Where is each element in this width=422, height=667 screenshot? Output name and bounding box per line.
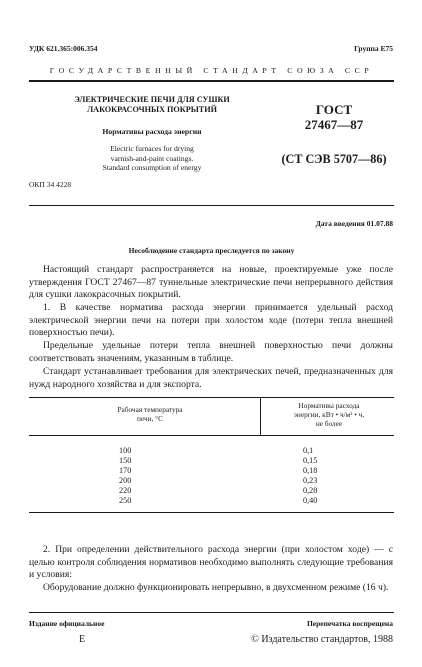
title-ru-line2: ЛАКОКРАСОЧНЫХ ПОКРЫТИЙ bbox=[87, 105, 217, 114]
table-cell-norm: 0,28 bbox=[303, 485, 318, 495]
intro-date: Дата введения 01.07.88 bbox=[315, 219, 393, 228]
title-ru-line1: ЭЛЕКТРИЧЕСКИЕ ПЕЧИ ДЛЯ СУШКИ bbox=[74, 95, 230, 104]
paragraph-actual-consumption: 2. При определении действительного расхода энергии (при холостом ходе) — с целью контроля соблюдения нормативов необходимо выполнять следующие требования и условия: bbox=[29, 544, 393, 580]
separator-rule bbox=[29, 205, 394, 206]
table-header-rule bbox=[29, 435, 394, 436]
paragraph-application: Стандарт устанавливает требования для электрических печей, предназначенных для нужд народного хозяйства и для экспорта. bbox=[29, 366, 393, 390]
table-header-norm bbox=[266, 401, 392, 428]
reprint-prohibited: Перепечатка воспрещена bbox=[306, 619, 393, 628]
table-header-temperature bbox=[60, 405, 240, 423]
footer-rule bbox=[29, 612, 394, 613]
table-cell-norm: 0,15 bbox=[303, 455, 318, 465]
table-cell-norm: 0,23 bbox=[303, 475, 318, 485]
table-header-divider bbox=[260, 397, 261, 435]
subtitle-ru: Нормативы расхода энергии bbox=[102, 127, 202, 136]
table-header-norm-line3: не более bbox=[315, 419, 343, 428]
table-cell-norm: 0,40 bbox=[303, 495, 318, 505]
table-top-rule bbox=[29, 397, 394, 398]
table-cell-temperature: 200 bbox=[119, 475, 132, 485]
table-header-temperature-line2: печи, °С bbox=[137, 414, 163, 423]
okp-code: ОКП 34 4228 bbox=[29, 180, 72, 189]
table-cell-norm: 0,1 bbox=[303, 446, 314, 455]
title-ru bbox=[52, 95, 252, 115]
table-cell-temperature: 170 bbox=[119, 465, 132, 475]
paragraph-operating-mode: Оборудование должно функционировать непрерывно, в двухсменном режиме (16 ч). bbox=[43, 582, 389, 593]
table-norm-column bbox=[303, 446, 317, 505]
table-cell-temperature: 100 bbox=[119, 446, 132, 455]
paragraph-scope: Настоящий стандарт распространяется на новые, проектируемые уже после утверждения ГОСТ 27467—87 туннельные электрические печи непрерывного действия для сушки лакокрасочных покрытий. bbox=[29, 264, 393, 300]
table-bottom-rule bbox=[29, 512, 394, 513]
udk-code: УДК 621.365:006.354 bbox=[29, 44, 98, 53]
group-code: Группа Е75 bbox=[354, 44, 393, 53]
gost-number: 27467—87 bbox=[304, 117, 364, 132]
table-cell-norm: 0,18 bbox=[303, 465, 318, 475]
table-header-norm-line1: Нормативы расхода bbox=[298, 401, 360, 410]
header-rule bbox=[29, 80, 394, 82]
copyright: © Издательство стандартов, 1988 bbox=[251, 634, 393, 645]
paragraph-heat-loss: Предельные удельные потери тепла внешней поверхностью печи должны соответствовать значениям, указанным в таблице. bbox=[29, 340, 393, 364]
official-edition: Издание официальное bbox=[29, 619, 105, 628]
table-temperature-column bbox=[119, 446, 131, 505]
table-header-temperature-line1: Рабочая температура bbox=[117, 405, 183, 414]
gost-label: ГОСТ bbox=[315, 102, 353, 117]
edition-letter: Е bbox=[79, 634, 86, 645]
title-en-line2: varnish-and-paint coatings. bbox=[110, 153, 194, 163]
paragraph-norm-definition: 1. В качестве норматива расхода энергии принимается удельный расход электрической энергии печи на потери при холостом ходе (потери тепла внешней поверхностью печи). bbox=[29, 302, 393, 338]
table-cell-temperature: 220 bbox=[119, 485, 132, 495]
title-en-line1: Electric furnaces for drying bbox=[110, 144, 194, 153]
table-cell-temperature: 250 bbox=[119, 495, 132, 505]
table-cell-temperature: 150 bbox=[119, 455, 132, 465]
table-header-norm-line2: энергии, кВт • ч/м² • ч, bbox=[293, 410, 365, 419]
title-en bbox=[52, 144, 252, 173]
st-sev-number: (СТ СЭВ 5707—86) bbox=[281, 152, 387, 166]
law-notice: Несоблюдение стандарта преследуется по закону bbox=[128, 246, 295, 255]
title-en-line3: Standard consumption of energy bbox=[102, 163, 202, 172]
state-standard-banner: ГОСУДАРСТВЕННЫЙ СТАНДАРТ СОЮЗА ССР bbox=[49, 66, 374, 75]
